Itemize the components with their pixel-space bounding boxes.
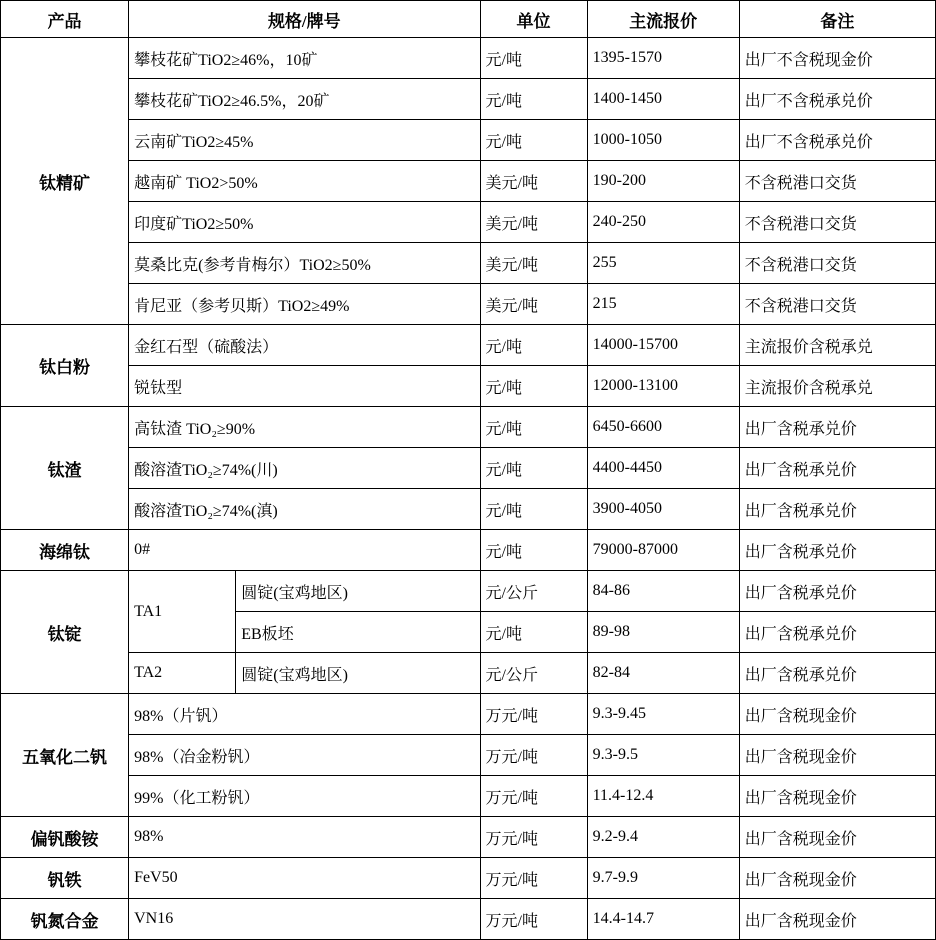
note-cell: 出厂不含税承兑价 xyxy=(739,79,935,120)
unit-cell: 元/吨 xyxy=(480,325,587,366)
note-cell: 出厂含税承兑价 xyxy=(739,448,935,489)
price-cell: 79000-87000 xyxy=(587,530,739,571)
price-cell: 3900-4050 xyxy=(587,489,739,530)
price-cell: 89-98 xyxy=(587,612,739,653)
note-cell: 不含税港口交货 xyxy=(739,284,935,325)
category-cell xyxy=(1,858,129,899)
table-row xyxy=(1,325,936,366)
unit-cell: 元/吨 xyxy=(480,612,587,653)
unit-cell: 美元/吨 xyxy=(480,161,587,202)
note-cell: 出厂含税承兑价 xyxy=(739,530,935,571)
unit-cell: 美元/吨 xyxy=(480,284,587,325)
spec-cell: VN16 xyxy=(129,899,480,940)
spec-cell: 圆锭(宝鸡地区) xyxy=(236,571,480,612)
price-cell: 1400-1450 xyxy=(587,79,739,120)
price-cell: 4400-4450 xyxy=(587,448,739,489)
price-cell: 9.3-9.45 xyxy=(587,694,739,735)
table-row xyxy=(1,38,936,79)
table-row xyxy=(1,817,936,858)
unit-cell: 元/吨 xyxy=(480,366,587,407)
spec-cell: 酸溶渣TiO₂≥74%(滇) xyxy=(129,489,480,530)
unit-cell: 万元/吨 xyxy=(480,735,587,776)
note-cell: 不含税港口交货 xyxy=(739,161,935,202)
spec-cell: 98% xyxy=(129,817,480,858)
note-cell: 出厂含税现金价 xyxy=(739,817,935,858)
category-cell xyxy=(1,325,129,407)
unit-cell: 万元/吨 xyxy=(480,817,587,858)
category-label: 钛锭 xyxy=(47,624,82,644)
spec-cell: 98%（片钒） xyxy=(129,694,480,735)
note-cell: 不含税港口交货 xyxy=(739,243,935,284)
note-cell: 出厂含税承兑价 xyxy=(739,571,935,612)
category-label: 钒铁 xyxy=(47,870,82,890)
price-cell: 9.7-9.9 xyxy=(587,858,739,899)
header-note: 备注 xyxy=(739,1,935,38)
unit-cell: 元/公斤 xyxy=(480,571,587,612)
category-cell xyxy=(1,407,129,530)
table-row xyxy=(1,120,936,161)
note-cell: 不含税港口交货 xyxy=(739,202,935,243)
category-cell xyxy=(1,530,129,571)
price-cell: 9.2-9.4 xyxy=(587,817,739,858)
unit-cell: 元/公斤 xyxy=(480,653,587,694)
table-row xyxy=(1,530,936,571)
spec-cell: 肯尼亚（参考贝斯）TiO2≥49% xyxy=(129,284,480,325)
note-cell: 出厂含税承兑价 xyxy=(739,407,935,448)
table-row xyxy=(1,694,936,735)
spec-cell: EB板坯 xyxy=(236,612,480,653)
table-row xyxy=(1,448,936,489)
unit-cell: 元/吨 xyxy=(480,79,587,120)
category-cell xyxy=(1,817,129,858)
category-cell xyxy=(1,694,129,817)
note-cell: 出厂含税承兑价 xyxy=(739,489,935,530)
category-label: 偏钒酸铵 xyxy=(30,829,99,849)
table-row xyxy=(1,858,936,899)
table-row xyxy=(1,79,936,120)
table-row xyxy=(1,899,936,940)
category-cell xyxy=(1,571,129,694)
table-row xyxy=(1,735,936,776)
header-product: 产品 xyxy=(1,1,129,38)
table-row xyxy=(1,284,936,325)
price-cell: 12000-13100 xyxy=(587,366,739,407)
spec-cell: 圆锭(宝鸡地区) xyxy=(236,653,480,694)
price-cell: 1395-1570 xyxy=(587,38,739,79)
unit-cell: 万元/吨 xyxy=(480,776,587,817)
table-row xyxy=(1,202,936,243)
spec-cell: 莫桑比克(参考肯梅尔）TiO2≥50% xyxy=(129,243,480,284)
table-row xyxy=(1,161,936,202)
note-cell: 出厂含税现金价 xyxy=(739,776,935,817)
note-cell: 出厂含税承兑价 xyxy=(739,653,935,694)
unit-cell: 万元/吨 xyxy=(480,899,587,940)
price-cell: 255 xyxy=(587,243,739,284)
price-cell: 6450-6600 xyxy=(587,407,739,448)
price-cell: 190-200 xyxy=(587,161,739,202)
price-cell: 14.4-14.7 xyxy=(587,899,739,940)
table-row xyxy=(1,366,936,407)
note-cell: 出厂含税现金价 xyxy=(739,858,935,899)
table-row xyxy=(1,243,936,284)
spec-cell: 99%（化工粉钒） xyxy=(129,776,480,817)
spec-cell: 攀枝花矿TiO2≥46%，10矿 xyxy=(129,38,480,79)
table-row xyxy=(1,653,936,694)
header-spec: 规格/牌号 xyxy=(129,1,480,38)
price-cell: 84-86 xyxy=(587,571,739,612)
table-row xyxy=(1,407,936,448)
spec-cell: 攀枝花矿TiO2≥46.5%，20矿 xyxy=(129,79,480,120)
note-cell: 出厂不含税承兑价 xyxy=(739,120,935,161)
spec-cell: FeV50 xyxy=(129,858,480,899)
unit-cell: 万元/吨 xyxy=(480,694,587,735)
grade-cell: TA2 xyxy=(129,653,236,694)
price-cell: 1000-1050 xyxy=(587,120,739,161)
unit-cell: 元/吨 xyxy=(480,407,587,448)
price-cell: 14000-15700 xyxy=(587,325,739,366)
spec-cell: 印度矿TiO2≥50% xyxy=(129,202,480,243)
price-cell: 240-250 xyxy=(587,202,739,243)
price-cell: 11.4-12.4 xyxy=(587,776,739,817)
note-cell: 出厂含税现金价 xyxy=(739,735,935,776)
price-cell: 9.3-9.5 xyxy=(587,735,739,776)
category-label: 五氧化二钒 xyxy=(22,747,108,767)
unit-cell: 元/吨 xyxy=(480,448,587,489)
category-label: 钛白粉 xyxy=(39,358,91,377)
note-cell: 主流报价含税承兑 xyxy=(739,325,935,366)
table-row xyxy=(1,571,936,612)
table-row xyxy=(1,489,936,530)
grade-cell: TA1 xyxy=(129,571,236,653)
unit-cell: 美元/吨 xyxy=(480,202,587,243)
category-label: 钛精矿 xyxy=(39,173,91,193)
spec-cell: 金红石型（硫酸法） xyxy=(129,325,480,366)
unit-cell: 元/吨 xyxy=(480,38,587,79)
header-unit: 单位 xyxy=(480,1,587,38)
note-cell: 出厂含税现金价 xyxy=(739,694,935,735)
note-cell: 出厂含税现金价 xyxy=(739,899,935,940)
unit-cell: 万元/吨 xyxy=(480,858,587,899)
spec-cell: 越南矿 TiO2>50% xyxy=(129,161,480,202)
unit-cell: 元/吨 xyxy=(480,489,587,530)
note-cell: 出厂含税承兑价 xyxy=(739,612,935,653)
spec-cell: 锐钛型 xyxy=(129,366,480,407)
unit-cell: 美元/吨 xyxy=(480,243,587,284)
category-cell xyxy=(1,38,129,325)
unit-cell: 元/吨 xyxy=(480,120,587,161)
note-cell: 出厂不含税现金价 xyxy=(739,38,935,79)
category-label: 钒氮合金 xyxy=(30,911,99,931)
category-cell xyxy=(1,899,129,940)
note-cell: 主流报价含税承兑 xyxy=(739,366,935,407)
category-label: 海绵钛 xyxy=(39,542,91,562)
header-price: 主流报价 xyxy=(587,1,739,38)
table-row xyxy=(1,776,936,817)
price-cell: 82-84 xyxy=(587,653,739,694)
unit-cell: 元/吨 xyxy=(480,530,587,571)
category-label: 钛渣 xyxy=(47,460,82,480)
spec-cell: 高钛渣 TiO₂≥90% xyxy=(129,407,480,448)
price-cell: 215 xyxy=(587,284,739,325)
table-header-row xyxy=(1,1,936,38)
spec-cell: 云南矿TiO2≥45% xyxy=(129,120,480,161)
spec-cell: 98%（冶金粉钒） xyxy=(129,735,480,776)
spec-cell: 0# xyxy=(129,530,480,571)
spec-cell: 酸溶渣TiO₂≥74%(川) xyxy=(129,448,480,489)
